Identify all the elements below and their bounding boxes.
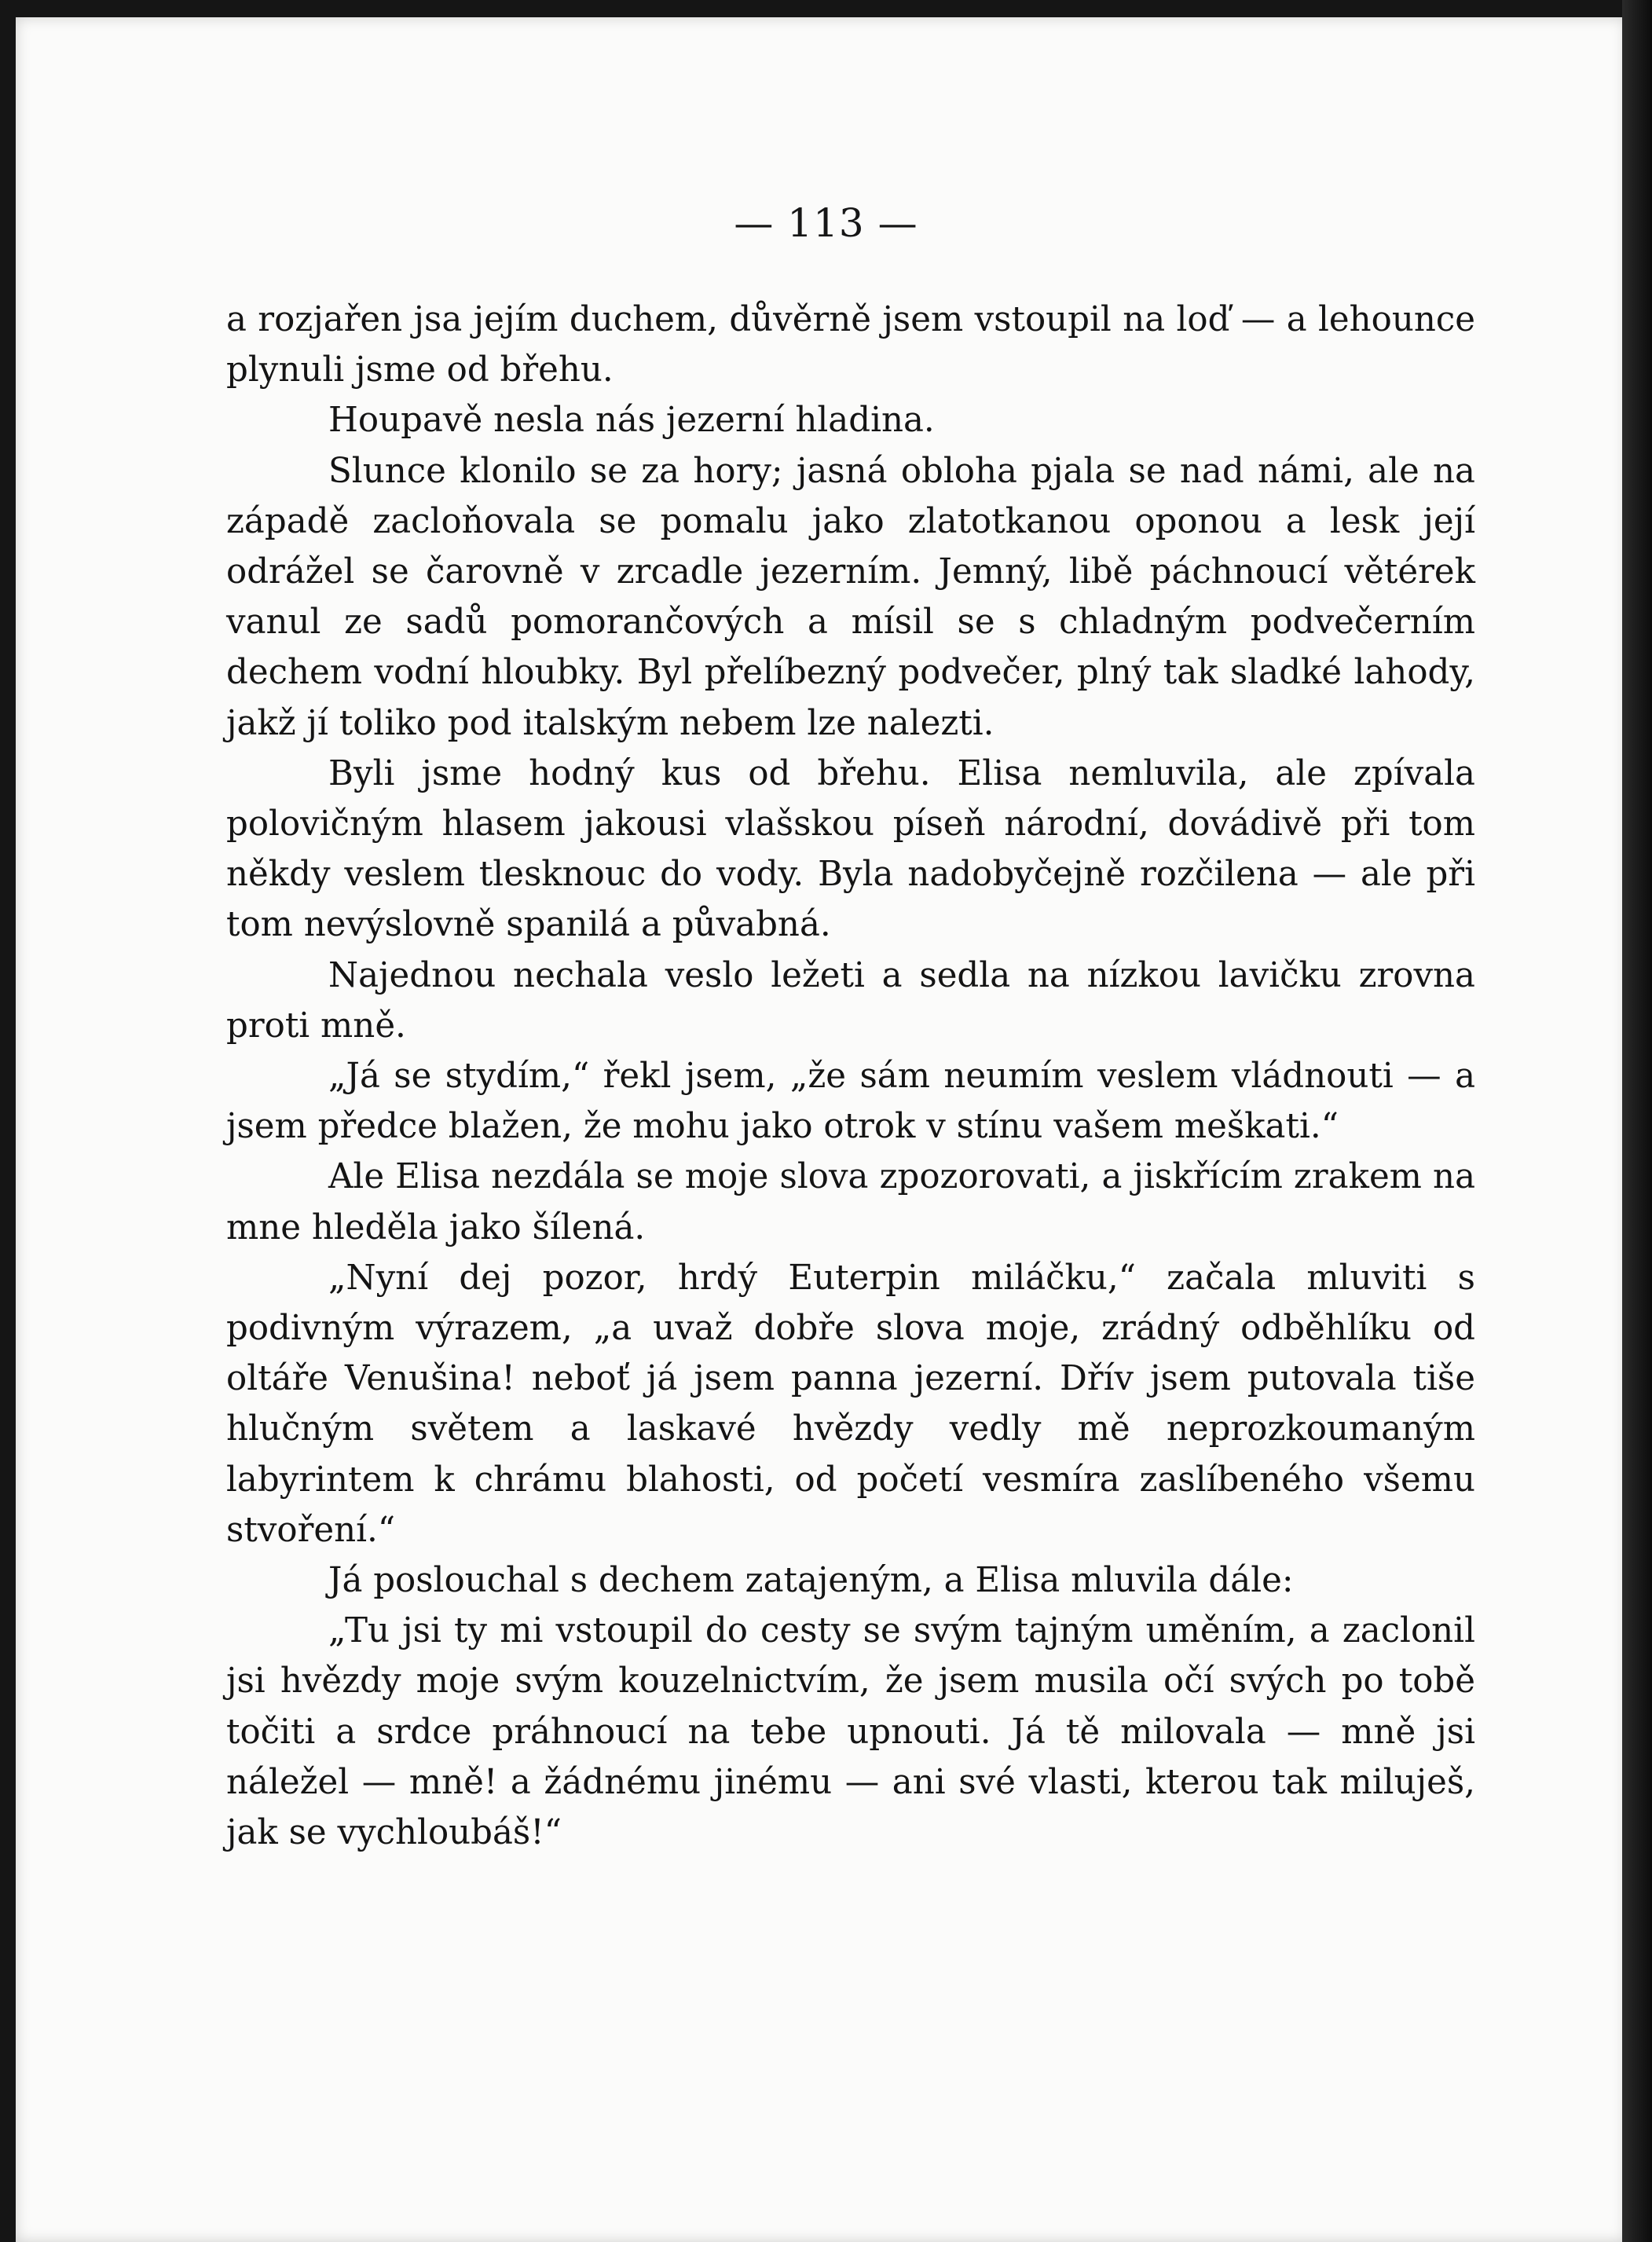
body-text [226,295,1475,1858]
paragraph: Slunce klonilo se za hory; jasná obloha pjala se nad námi, ale na západě zacloňovala se pomalu jako zlatotkanou oponou a lesk její odrážel se čarovně v zrcadle jezerním. Jemný, libě páchnoucí větérek vanul ze sadů pomorančových a mísil se s chladným podvečerním dechem vodní hloubky. Byl přelíbezný podvečer, plný tak sladké lahody, jakž jí toliko pod italským nebem lze nalezti. [226,451,1475,743]
paragraph: Byli jsme hodný kus od břehu. Elisa nemluvila, ale zpívala polovičným hlasem jakousi vlašskou píseň národní, dovádivě při tom někdy veslem tlesknouc do vody. Byla nadobyčejně rozčilena — ale při tom nevýslovně spanilá a půvabná. [226,753,1475,945]
paragraph: „Nyní dej pozor, hrdý Euterpin miláčku,“ začala mluviti s podivným výrazem, „a uvaž dobře slova moje, zrádný odběhlíku od oltáře Venušina! neboť já jsem panna jezerní. Dřív jsem putovala tiše hlučným světem a laskavé hvězdy vedly mě neprozkoumaným labyrintem k chrámu blahosti, od početí vesmíra zaslíbeného všemu stvoření.“ [226,1258,1475,1550]
paragraph: „Já se stydím,“ řekl jsem, „že sám neumím veslem vládnouti — a jsem předce blažen, že mohu jako otrok v stínu vašem meškati.“ [226,1057,1475,1147]
paragraph: Ale Elisa nezdála se moje slova zpozorovati, a jiskřícím zrakem na mne hleděla jako šílená. [226,1157,1475,1247]
book-edge [1622,0,1652,2242]
page-number: — 113 — [734,200,918,246]
paragraph: Houpavě nesla nás jezerní hladina. [328,401,935,441]
paragraph: Já poslouchal s dechem zatajeným, a Elisa mluvila dále: [328,1561,1294,1601]
paragraph: Najednou nechala veslo ležeti a sedla na nízkou lavičku zrovna proti mně. [226,955,1475,1046]
paragraph: „Tu jsi ty mi vstoupil do cesty se svým tajným uměním, a zaclonil jsi hvězdy moje svým kouzelnictvím, že jsem musila očí svých po tobě točiti a srdce práhnoucí na tebe upnouti. Já tě milovala — mně jsi náležel — mně! a žádnému jinému — ani své vlasti, kterou tak miluješ, jak se vychloubáš!“ [226,1611,1475,1853]
paragraph: a rozjařen jsa jejím duchem, důvěrně jsem vstoupil na loď — a lehounce plynuli jsme od břehu. [226,300,1475,390]
